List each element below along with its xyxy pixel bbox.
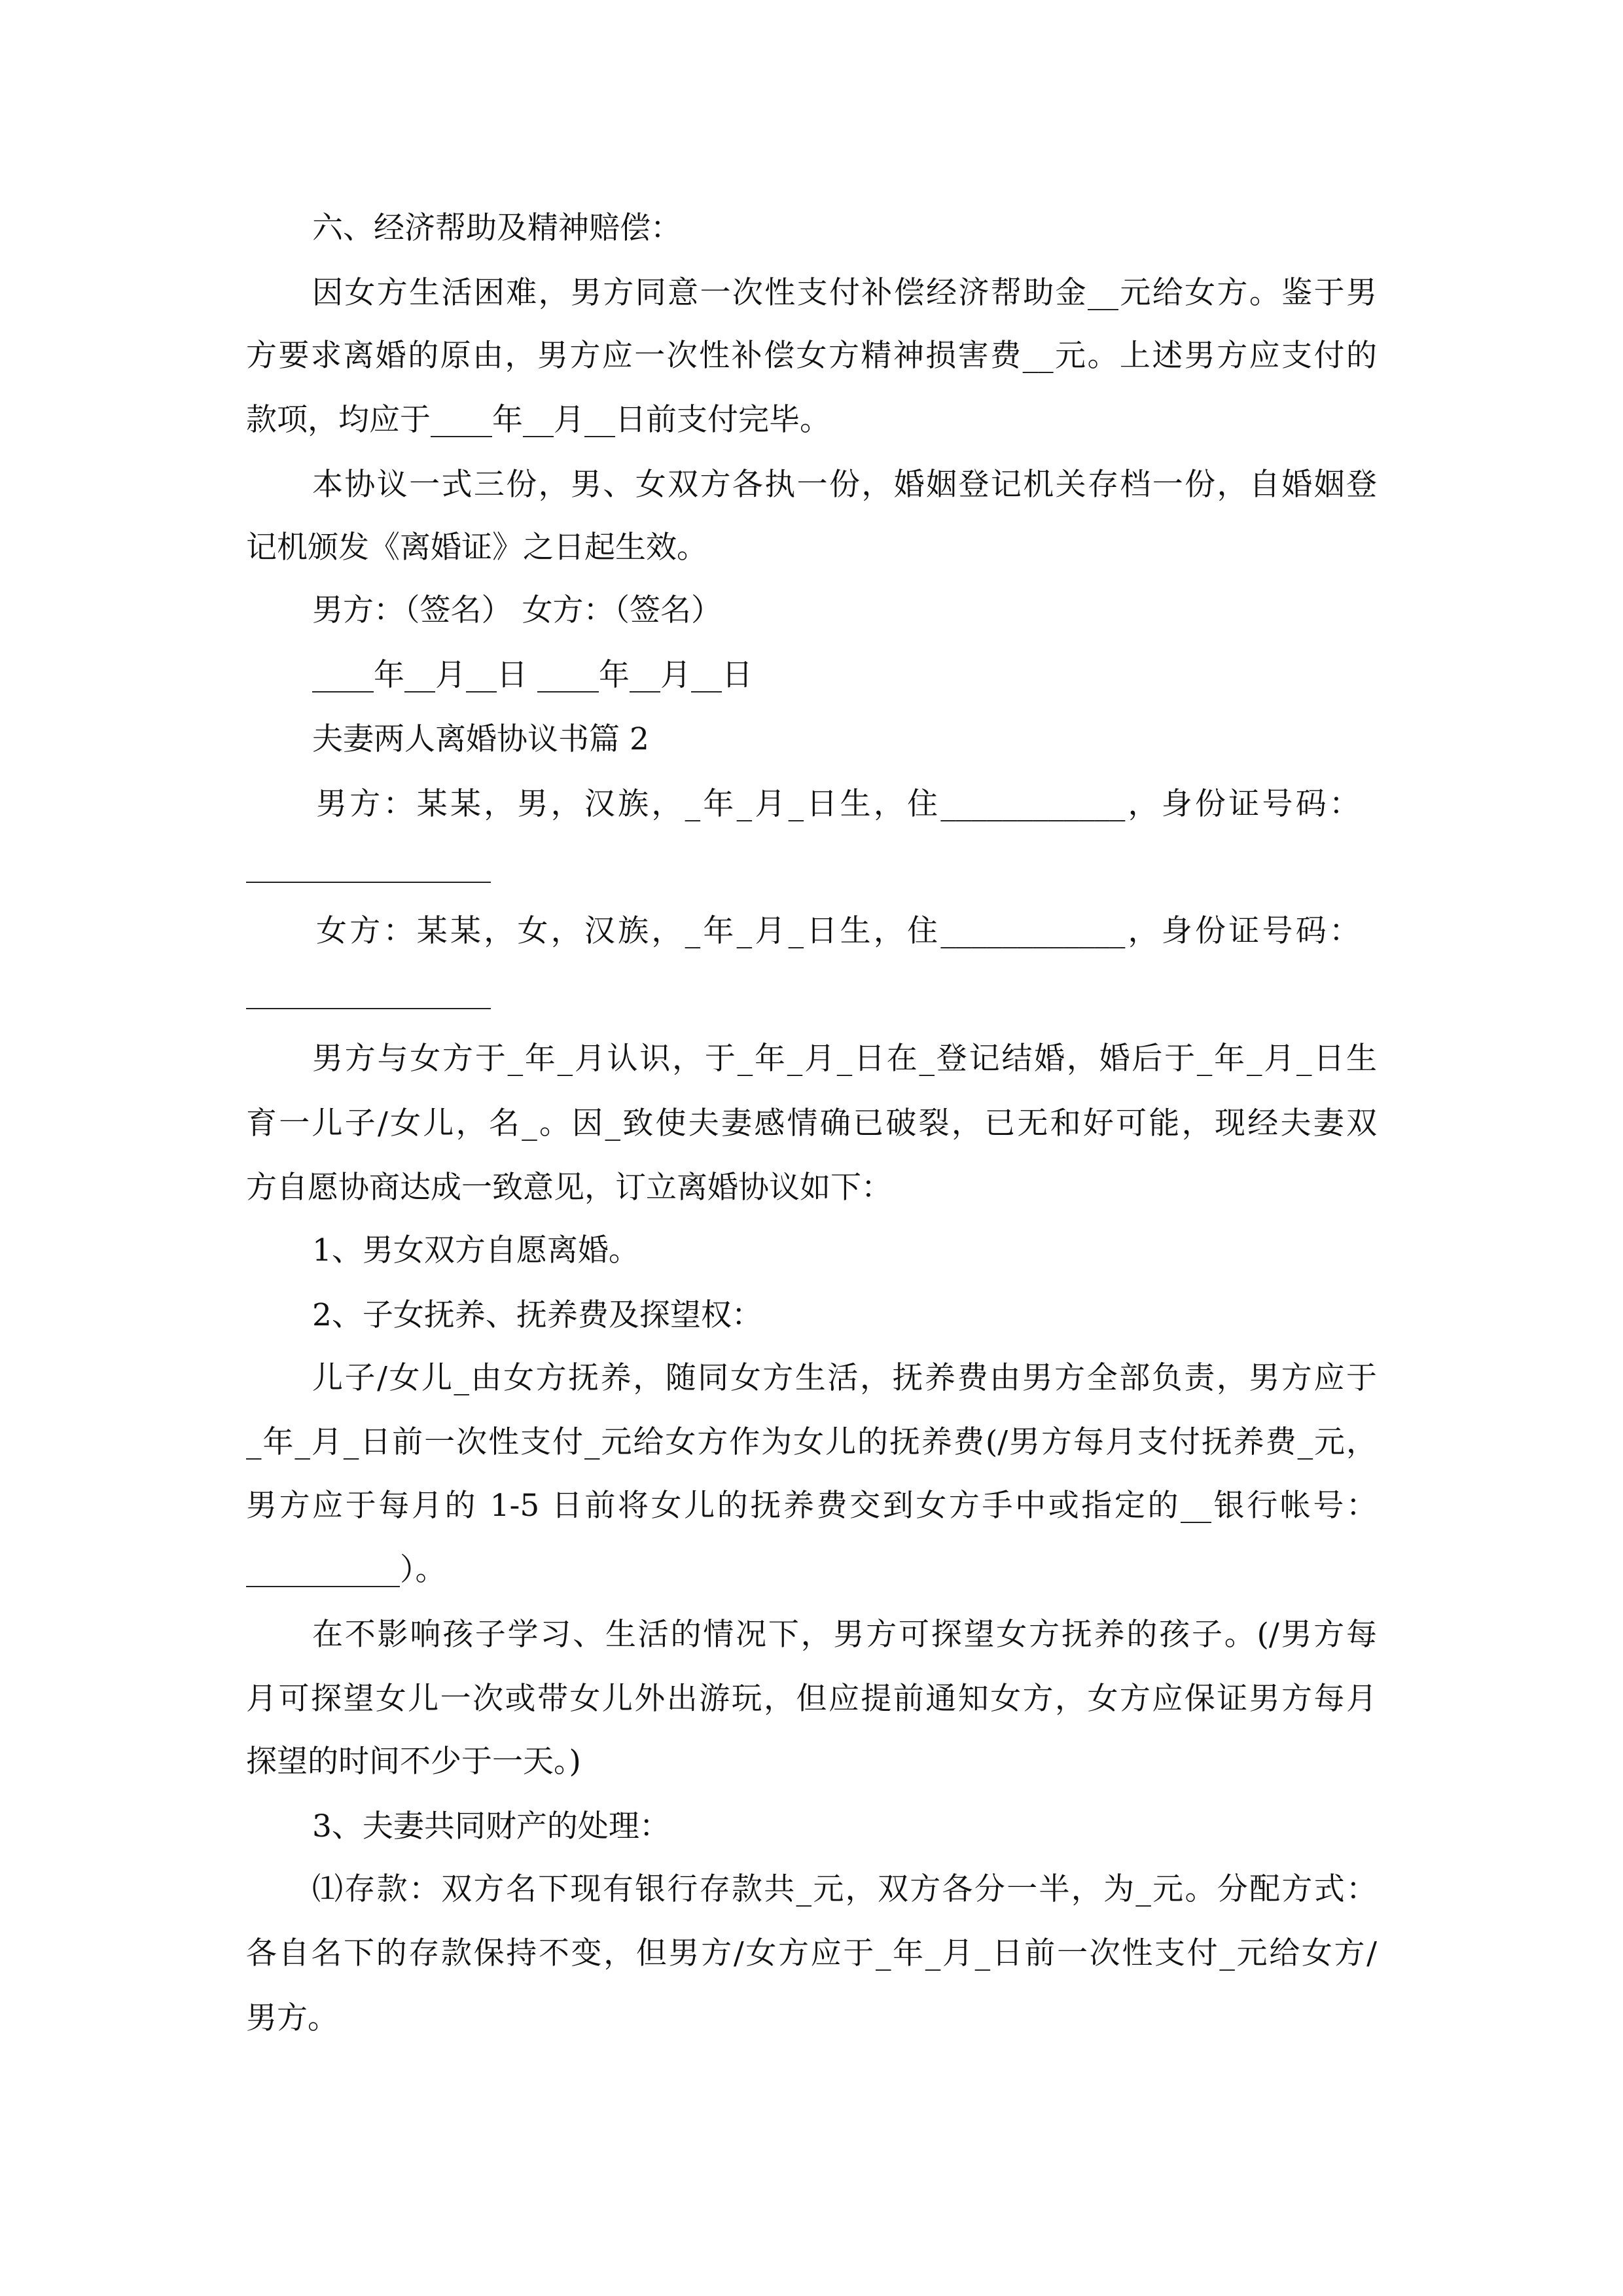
clause-2: 2、子女抚养、抚养费及探望权： bbox=[312, 1297, 762, 1333]
paragraph-line: 男方应于每月的 1-5 日前将女儿的抚养费交到女方手中或指定的__银行帐号： bbox=[246, 1488, 1377, 1524]
date-line: ____年__月__日 ____年__月__日 bbox=[312, 657, 753, 693]
paragraph-line: 男方与女方于_年_月认识，于_年_月_日在_登记结婚，婚后于_年_月_日生 bbox=[312, 1041, 1377, 1077]
paragraph-line: 因女方生活困难，男方同意一次性支付补偿经济帮助金__元给女方。鉴于男 bbox=[312, 275, 1377, 311]
paragraph-line: __________）。 bbox=[246, 1552, 446, 1588]
paragraph-line: 男方。 bbox=[246, 2000, 338, 2036]
blank-underline bbox=[246, 1008, 491, 1009]
section-title: 夫妻两人离婚协议书篇 2 bbox=[312, 721, 649, 757]
blank-underline bbox=[246, 882, 491, 883]
paragraph-line: 方要求离婚的原由，男方应一次性补偿女方精神损害费__元。上述男方应支付的 bbox=[246, 338, 1377, 374]
paragraph-line: 款项，均应于____年__月__日前支付完毕。 bbox=[246, 402, 830, 438]
paragraph-line: 月可探望女儿一次或带女儿外出游玩，但应提前通知女方，女方应保证男方每月 bbox=[246, 1681, 1377, 1717]
party-female-line: 女方：某某，女，汉族，_年_月_日生，住____________，身份证号码： bbox=[316, 913, 1360, 949]
paragraph-line: 记机颁发《离婚证》之日起生效。 bbox=[246, 529, 707, 565]
paragraph-line: 本协议一式三份，男、女双方各执一份，婚姻登记机关存档一份，自婚姻登 bbox=[312, 467, 1377, 503]
clause-1: 1、男女双方自愿离婚。 bbox=[312, 1232, 639, 1268]
signature-line: 男方：（签名） 女方：（签名） bbox=[312, 592, 722, 628]
paragraph-line: 方自愿协商达成一致意见，订立离婚协议如下： bbox=[246, 1170, 892, 1206]
paragraph-line: 儿子/女儿_由女方抚养，随同女方生活，抚养费由男方全部负责，男方应于 bbox=[312, 1360, 1377, 1396]
section-heading: 六、经济帮助及精神赔偿： bbox=[312, 210, 681, 246]
paragraph-line: 探望的时间不少于一天。) bbox=[246, 1744, 581, 1780]
clause-3: 3、夫妻共同财产的处理： bbox=[312, 1808, 670, 1844]
party-male-line: 男方：某某，男，汉族，_年_月_日生，住____________，身份证号码： bbox=[316, 786, 1360, 822]
paragraph-line: 育一儿子/女儿，名_。因_致使夫妻感情确已破裂，已无和好可能，现经夫妻双 bbox=[246, 1105, 1377, 1141]
paragraph-line: 在不影响孩子学习、生活的情况下，男方可探望女方抚养的孩子。(/男方每 bbox=[312, 1617, 1377, 1653]
paragraph-line: _年_月_日前一次性支付_元给女方作为女儿的抚养费(/男方每月支付抚养费_元， bbox=[246, 1424, 1377, 1460]
paragraph-line: 各自名下的存款保持不变，但男方/女方应于_年_月_日前一次性支付_元给女方/ bbox=[246, 1935, 1377, 1971]
paragraph-line: ⑴存款：双方名下现有银行存款共_元，双方各分一半，为_元。分配方式： bbox=[312, 1871, 1377, 1907]
